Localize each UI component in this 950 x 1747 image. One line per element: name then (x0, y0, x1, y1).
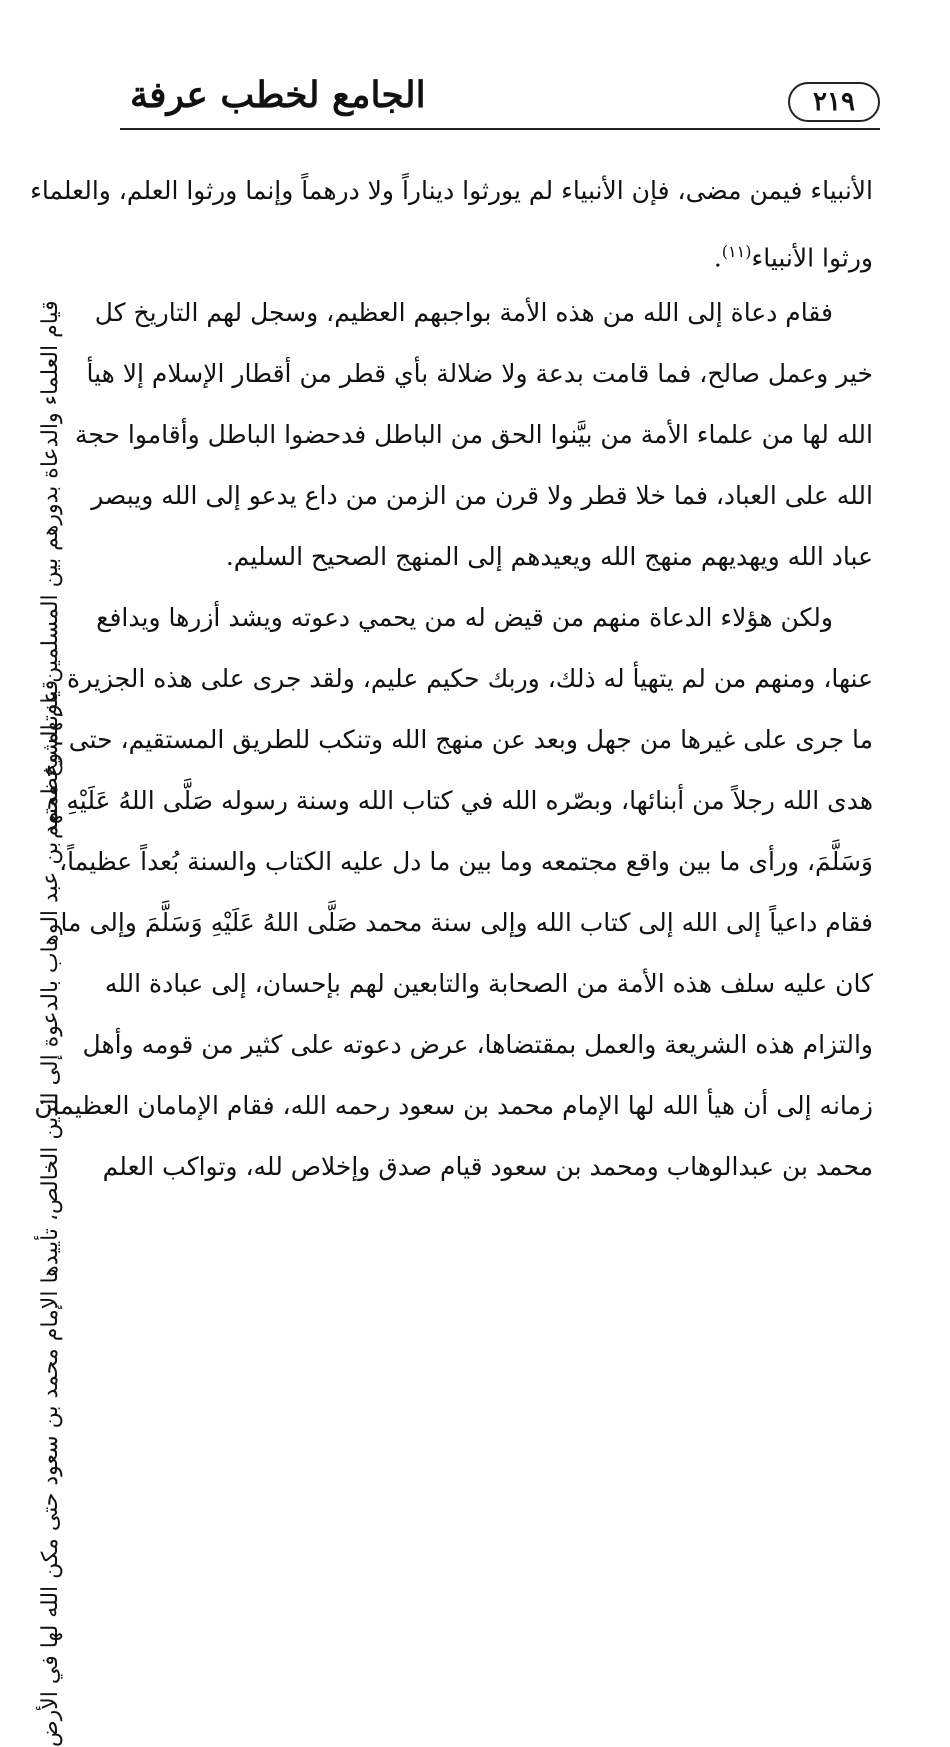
text-line: الله على العباد، فما خلا قطر ولا قرن من الزمن من داع يدعو إلى الله ويبصر (91, 481, 873, 510)
text-line: الأنبياء فيمن مضى، فإن الأنبياء لم يورثوا ديناراً ولا درهماً وإنما ورثوا العلم، والعلماء (30, 176, 873, 205)
margin-note: قيام العلماء والدعاة بدورهم بين المسلمين عزتهم وعظمتهم (38, 300, 63, 839)
text-line: عنها، ومنهم من لم يتهيأ له ذلك، وربك حكيم عليم، ولقد جرى على هذه الجزيرة (67, 664, 873, 693)
text-line-content: ورثوا الأنبياء (751, 243, 873, 273)
page-number: ٢١٩ (788, 82, 880, 122)
text-line: محمد بن عبدالوهاب ومحمد بن سعود قيام صدق وإخلاص لله، وتواكب العلم (102, 1152, 873, 1181)
running-title: الجامع لخطب عرفة (130, 74, 426, 116)
header-rule (120, 128, 880, 130)
text-line: الله لها من علماء الأمة من بيَّنوا الحق من الباطل فدحضوا الباطل وأقاموا حجة (74, 420, 873, 449)
text-line: ورثوا الأنبياء$^{(١١)}$. (713, 242, 873, 273)
text-line: زمانه إلى أن هيأ الله لها الإمام محمد بن سعود رحمه الله، فقام الإمامان العظيمان (34, 1091, 873, 1120)
page-header (120, 70, 880, 130)
text-line: هدى الله رجلاً من أبنائها، وبصّره الله في كتاب الله وسنة رسوله صَلَّى اللهُ عَلَيْهِ (66, 786, 873, 815)
text-line: ما جرى على غيرها من جهل وبعد عن منهج الله وتنكب للطريق المستقيم، حتى (68, 725, 873, 754)
text-line: عباد الله ويهديهم منهج الله ويعيدهم إلى المنهج الصحيح السليم. (225, 542, 873, 571)
text-line: والتزام هذه الشريعة والعمل بمقتضاها، عرض دعوته على كثير من قومه وأهل (82, 1030, 873, 1059)
margin-note: قيام الشيخ محمد بن عبد الوهاب بالدعوة إلى الدين الخالص، تأييدها الإمام محمد بن سعود حتى مكن الله لها في الأرض (38, 680, 63, 1747)
text-line: فقام داعياً إلى الله إلى كتاب الله وإلى سنة محمد صَلَّى اللهُ عَلَيْهِ وَسَلَّمَ وإلى ما (60, 908, 873, 937)
footnote-reference: (١١) (721, 242, 752, 261)
text-line: فقام دعاة إلى الله من هذه الأمة بواجبهم العظيم، وسجل لهم التاريخ كل (94, 298, 833, 327)
text-line: ولكن هؤلاء الدعاة منهم من قيض له من يحمي دعوته ويشد أزرها ويدافع (96, 603, 833, 632)
text-line: وَسَلَّمَ، ورأى ما بين واقع مجتمعه وما بين ما دل عليه الكتاب والسنة بُعداً عظيماً، (59, 847, 873, 876)
text-line: خير وعمل صالح، فما قامت بدعة ولا ضلالة بأي قطر من أقطار الإسلام إلا هيأ (86, 359, 873, 388)
text-line: كان عليه سلف هذه الأمة من الصحابة والتابعين لهم بإحسان، إلى عبادة الله (104, 969, 873, 998)
